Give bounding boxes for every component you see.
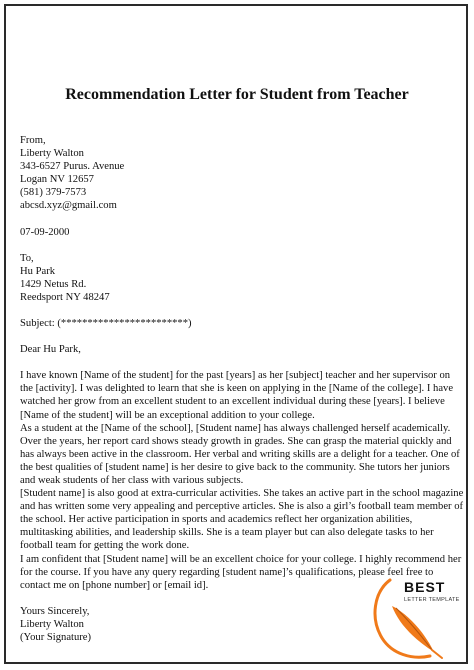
recipient-street: 1429 Netus Rd. (20, 278, 87, 290)
sender-line: From, (20, 135, 46, 146)
recipient-block (20, 252, 446, 304)
body-line: has always been active in the classroom. Her verbal and writing skills are a delight for a teacher. One of (20, 448, 460, 460)
closing-name: Liberty Walton (20, 618, 84, 630)
sender-phone: (581) 379-7573 (20, 187, 87, 199)
sender-block (20, 134, 446, 213)
body-line: watched her grow from an excellent student to an excellent individual during these [years]. I believe (20, 396, 445, 408)
body-line: I am confident that [Student name] will be an excellent choice for your college. I highly recommend her (20, 553, 462, 565)
sender-street: 343-6527 Purus. Avenue (20, 161, 125, 173)
body-line: As a student at the [Name of the school], [Student name] has always challenged herself academically. (20, 422, 451, 434)
body-line: contact me on [phone number] or [email id]. (20, 579, 209, 591)
body-line: I have known [Name of the student] for the past [years] as her [subject] teacher and her supervisor on (20, 370, 451, 382)
closing-line: Yours Sincerely, (20, 605, 90, 617)
letter-date: 07-09-2000 (20, 226, 70, 238)
body-paragraphs (20, 369, 464, 592)
body-line: for the course. If you have any query regarding [student name]’s qualifications, please feel free to (20, 566, 434, 578)
body-line: football team for getting the work done. (20, 540, 190, 552)
logo-subtitle: LETTER TEMPLATE (404, 597, 460, 603)
body-line: and weak students of her class with various subjects. (20, 474, 244, 486)
sender-email: abcsd.xyz@gmail.com (20, 200, 117, 212)
body-line: [Name of the student] will be an exceptional addition to your college. (20, 409, 315, 421)
letter-body (20, 82, 464, 644)
recipient-line: To, (20, 252, 34, 264)
body-line: the school. Her active participation in sports and academics reflect her organization abilities, (20, 514, 413, 526)
body-line: the [activity]. I was delighted to learn that she is keen on applying in the [Name of the college]. I have (20, 383, 454, 395)
recipient-city: Reedsport NY 48247 (20, 291, 110, 303)
body-line: and has written some very appealing and perceptive articles. She is also a girl’s football team member of (20, 501, 464, 513)
sender-name: Liberty Walton (20, 148, 84, 160)
body-line: Over the years, her report card shows steady growth in grades. She can grasp the material quickly and (20, 435, 452, 447)
subject-line: Subject: (************************) (20, 318, 192, 330)
body-line: multitasking abilities, and leadership skills. She is a team player but can also delegate tasks to her (20, 527, 434, 539)
body-line: the best qualities of [student name] is her desire to give back to the community. She tutors her juniors (20, 461, 450, 473)
sender-city: Logan NV 12657 (20, 174, 94, 186)
closing-signature: (Your Signature) (20, 632, 92, 643)
body-line: [Student name] is also good at extra-curricular activities. She takes an active part in the school magazine (20, 488, 464, 500)
document-title: Recommendation Letter for Student from Teacher (65, 86, 409, 103)
logo-word: BEST (404, 579, 446, 595)
salutation: Dear Hu Park, (20, 344, 81, 356)
recipient-name: Hu Park (20, 265, 56, 277)
